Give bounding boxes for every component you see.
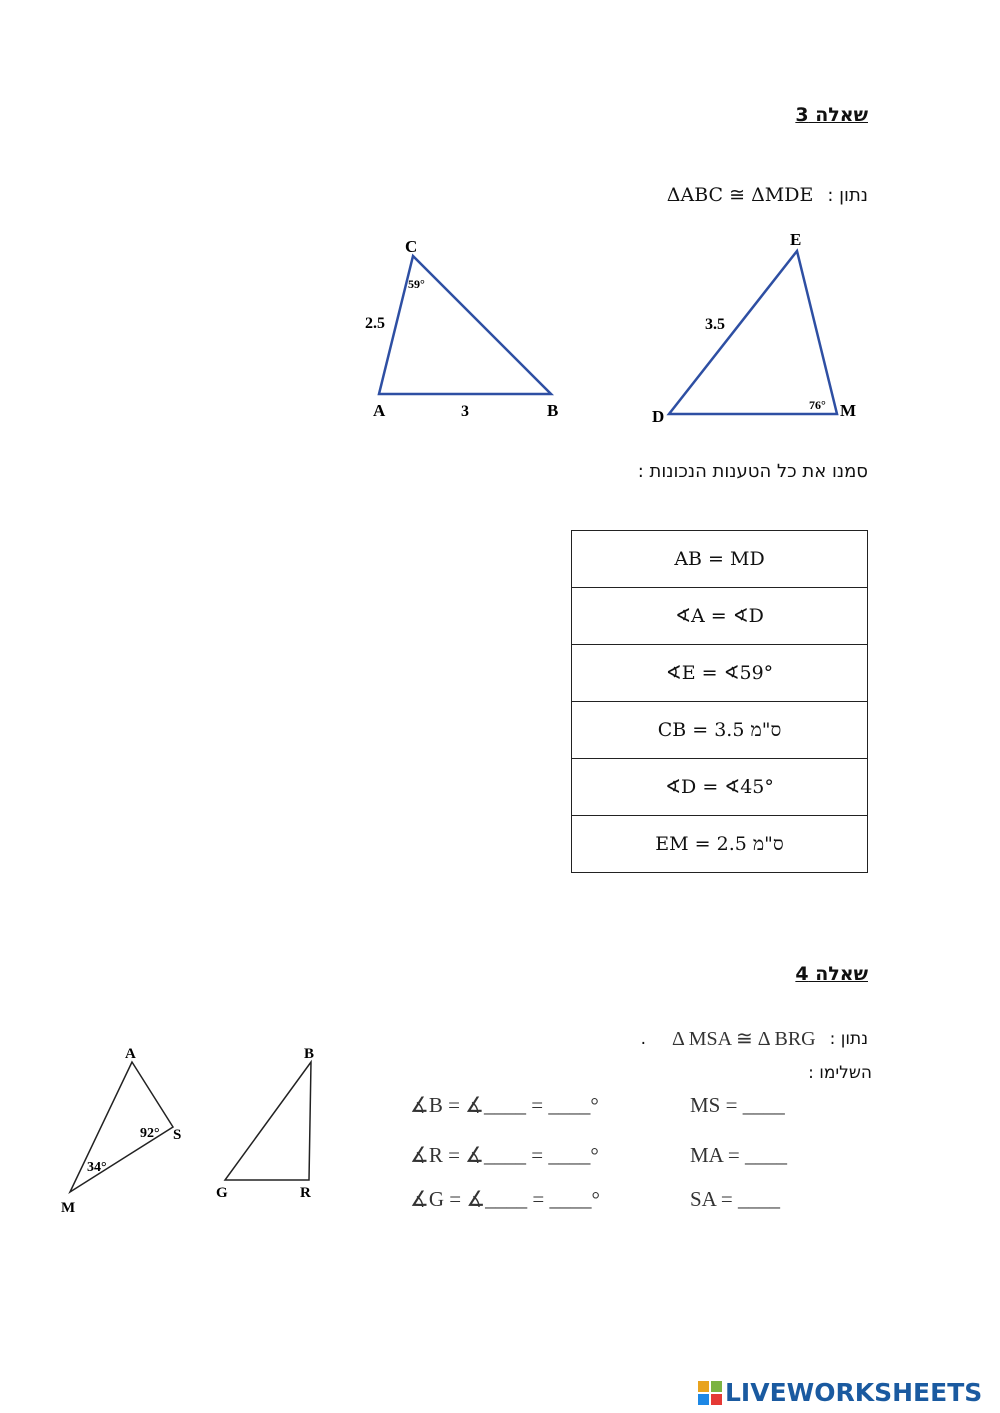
vertex-g-label: G: [216, 1185, 228, 1201]
q3-given: [667, 184, 868, 206]
vertex-r-label: R: [300, 1185, 311, 1201]
side-row-ma[interactable]: MA = ____: [690, 1143, 788, 1167]
q4-given-label: נתון :: [829, 1028, 868, 1049]
claim-option-2[interactable]: ∢A = ∢D: [572, 588, 868, 645]
vertex-d-label: D: [652, 407, 665, 426]
q3-given-label: נתון :: [827, 184, 868, 206]
liveworksheets-logo-icon: [698, 1381, 722, 1405]
angle-row-b[interactable]: ∡B = ∡____ = ____°: [410, 1093, 599, 1117]
q4-triangle-brg: [205, 1040, 335, 1210]
side-ca-label: 2.5: [365, 315, 385, 332]
triangle-abc-shape: [379, 256, 551, 394]
q3-given-expr: ΔABC ≅ ΔMDE: [666, 184, 814, 206]
vertex-m-label: M: [840, 401, 857, 420]
vertex-m-label-q4: M: [61, 1200, 76, 1216]
angle-row-g[interactable]: ∡G = ∡____ = ____°: [410, 1187, 600, 1211]
side-ab-label: 3: [461, 403, 469, 420]
angle-m-label: 76°: [809, 398, 826, 412]
angle-row-r[interactable]: ∡R = ∡____ = ____°: [410, 1143, 599, 1167]
claim-option-5[interactable]: ∢D = ∢45°: [572, 759, 868, 816]
side-row-ms[interactable]: MS = ____: [690, 1093, 785, 1117]
q3-triangle-abc: [355, 228, 575, 428]
claim-option-1[interactable]: AB = MD: [572, 531, 868, 588]
q4-given-expr: Δ MSA ≅ Δ BRG: [671, 1028, 816, 1050]
q3-instruction: סמנו את כל הטענות הנכונות :: [637, 461, 868, 482]
side-row-sa[interactable]: SA = ____: [690, 1187, 781, 1211]
claim-option-4[interactable]: CB = ס"מ 3.5: [572, 702, 868, 759]
liveworksheets-brand: LIVEWORKSHEETS: [725, 1378, 983, 1407]
triangle-mde-shape: [669, 251, 837, 414]
angle-c-label: 59°: [408, 277, 425, 291]
triangle-brg-shape: [225, 1062, 311, 1180]
vertex-s-label: S: [173, 1127, 182, 1143]
vertex-c-label: C: [405, 237, 418, 256]
vertex-e-label: E: [790, 230, 802, 249]
q4-given-dot: .: [640, 1028, 646, 1049]
angle-s-label: 92°: [140, 1126, 160, 1141]
liveworksheets-logo: [698, 1378, 982, 1407]
claim-option-3[interactable]: ∢E = ∢59°: [572, 645, 868, 702]
q3-triangle-mde: [645, 225, 870, 430]
q3-title: שאלה 3: [795, 104, 868, 126]
claim-option-6[interactable]: EM = ס"מ 2.5: [572, 816, 868, 873]
q4-triangle-msa: [55, 1040, 195, 1220]
q4-title: שאלה 4: [795, 963, 868, 985]
vertex-b-label-q4: B: [304, 1046, 315, 1062]
q4-given: [641, 1026, 868, 1051]
vertex-a-label: A: [373, 401, 386, 420]
side-de-label: 3.5: [705, 316, 725, 333]
angle-m-label-q4: 34°: [87, 1160, 107, 1175]
q4-complete-label: השלימו :: [808, 1063, 872, 1083]
vertex-a-label-q4: A: [125, 1046, 136, 1062]
q3-claims-table: [571, 530, 868, 873]
vertex-b-label: B: [547, 401, 559, 420]
